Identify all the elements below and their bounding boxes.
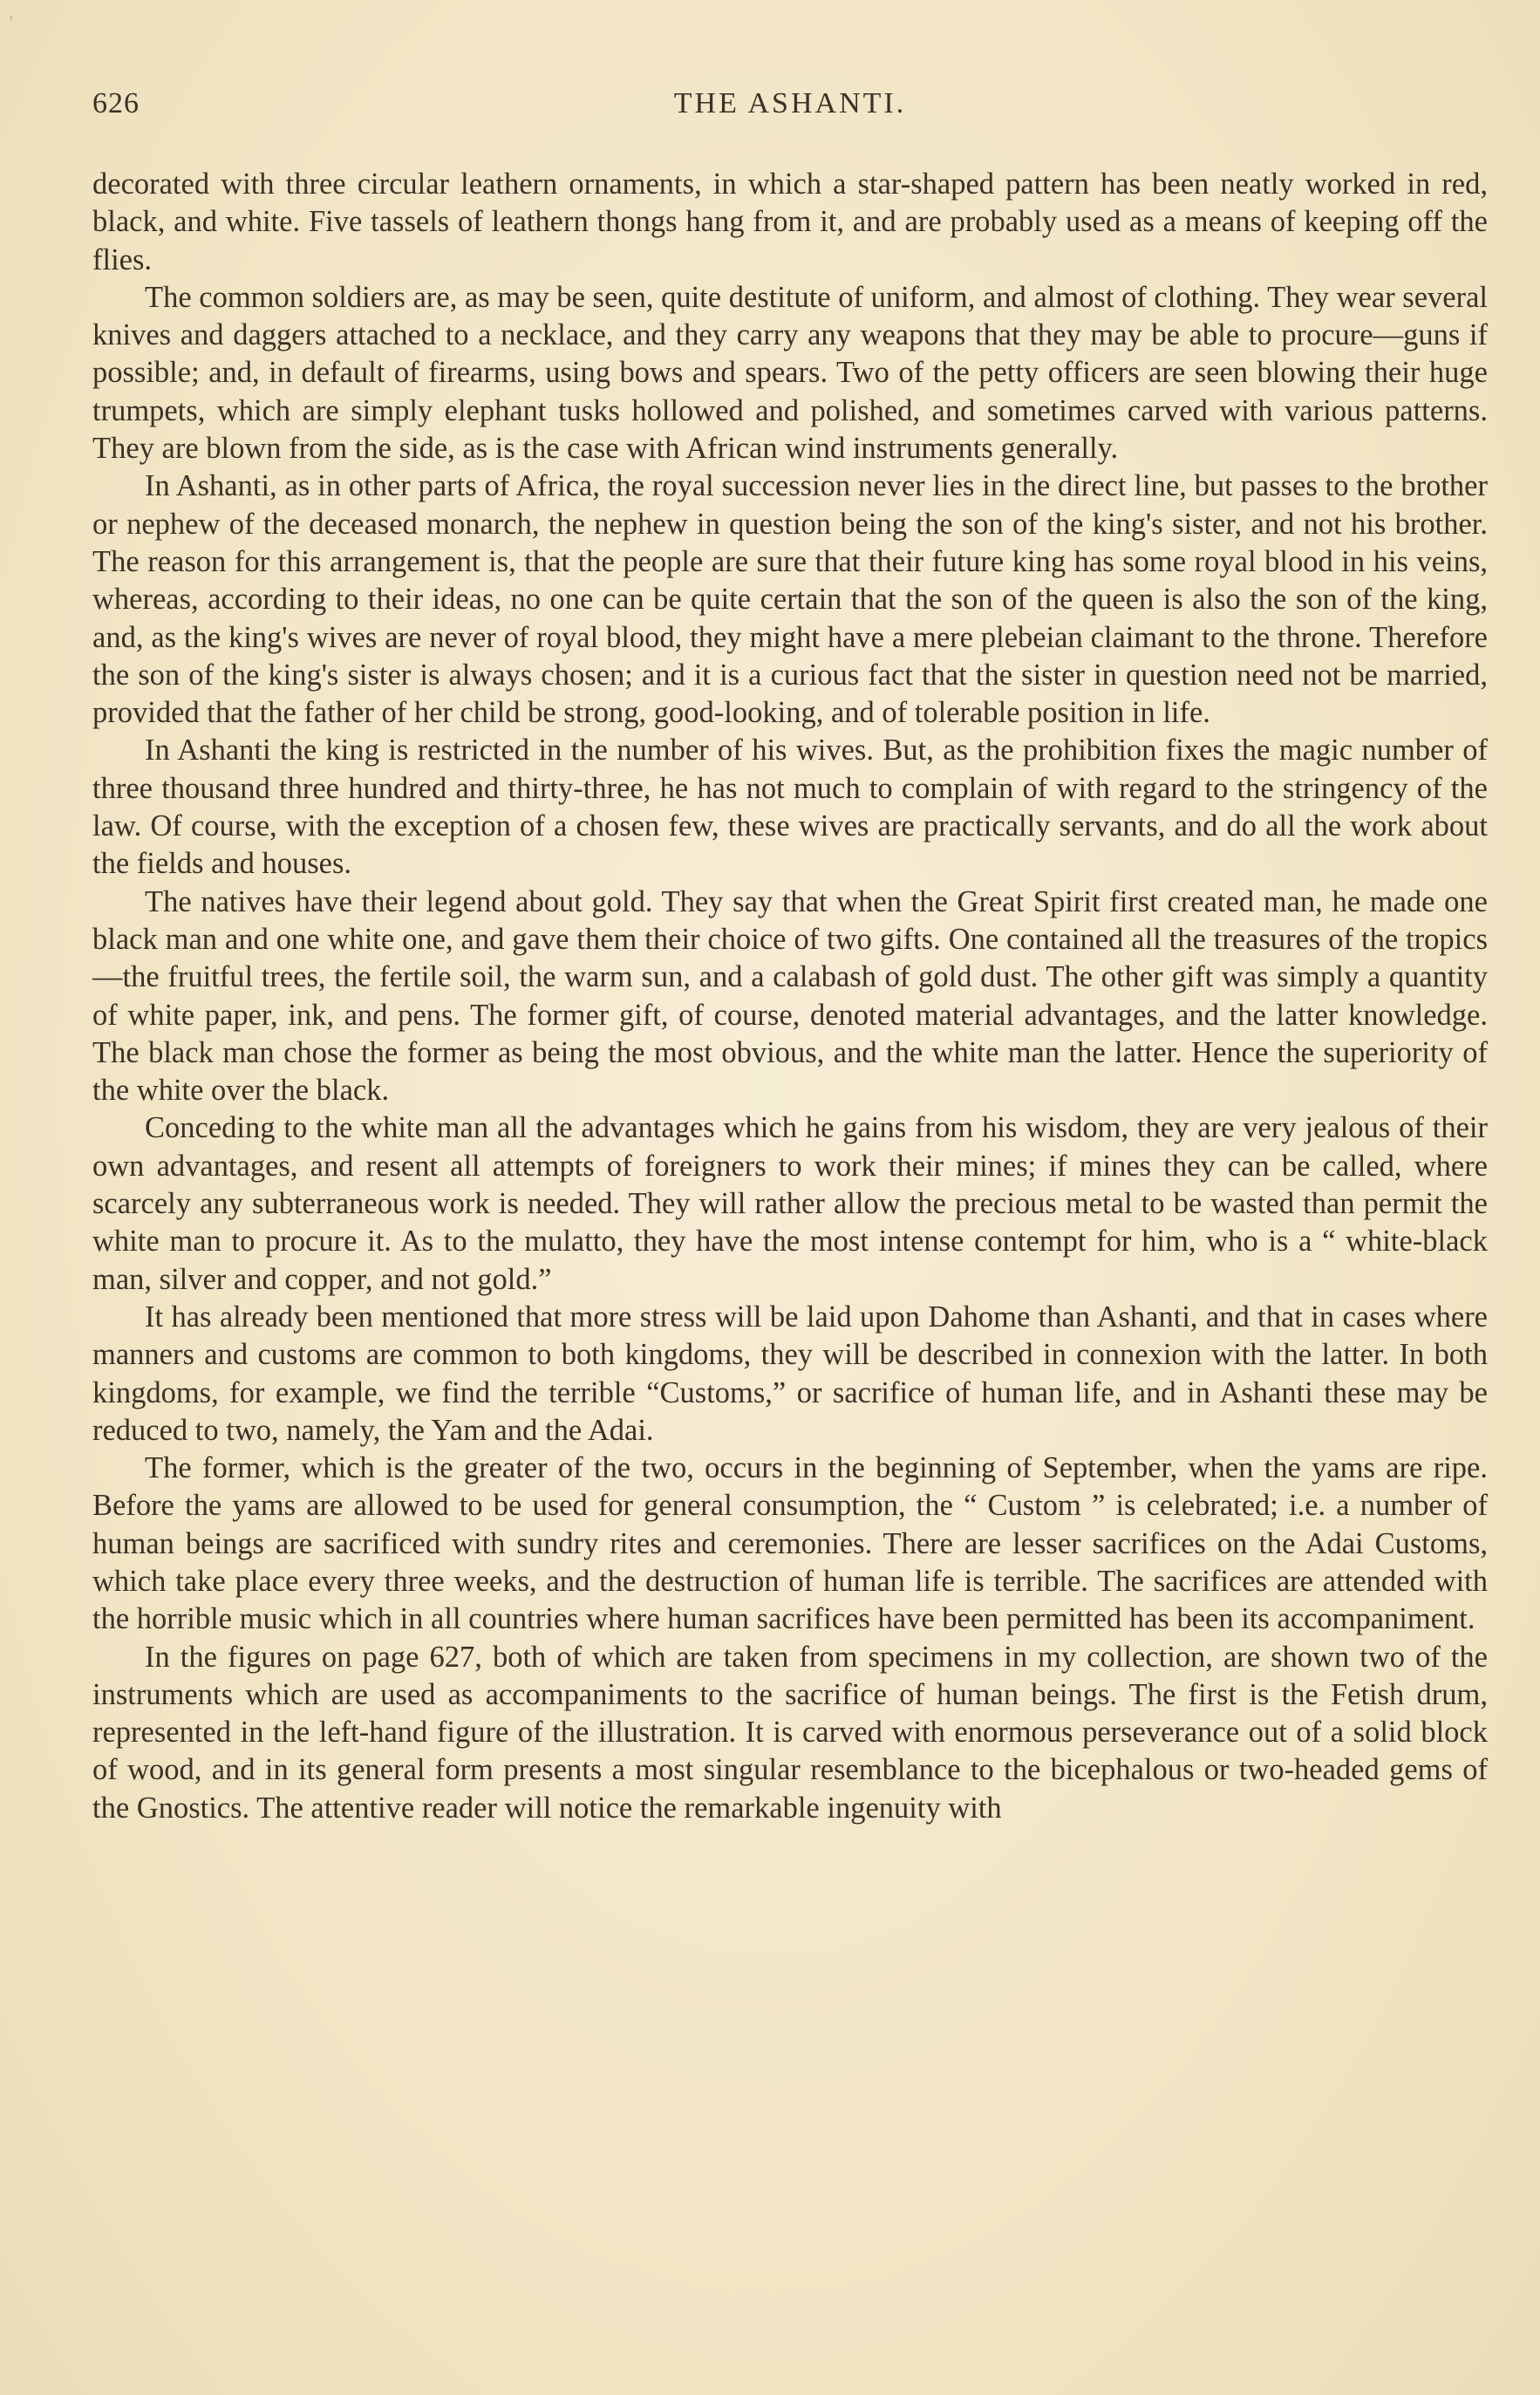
paragraph-wives: In Ashanti the king is restricted in the number of his wives. But, as the prohibition fixes the magic number of three thousand three hundred and thirty-three, he has not much to complain of with regard to the stringency of the law. Of course, with the exception of a chosen few, these wives are practically servants, and do all the work about the fields and houses. bbox=[92, 734, 1488, 881]
margin-speck-top: ˈ bbox=[7, 12, 16, 39]
page-number: 626 bbox=[92, 87, 140, 119]
paragraph-customs: It has already been mentioned that more stress will be laid upon Dahome than Ashanti, and that in cases where manners and customs are common to both kingdoms, they will be described in connexion with the latter. In both kingdoms, for example, we find the terrible “Customs,” or sacrifice of human life, and in Ashanti these may be reduced to two, namely, the Yam and the Adai. bbox=[92, 1300, 1488, 1447]
paragraph-yam-custom: The former, which is the greater of the two, occurs in the beginning of September, when the yams are ripe. Before the yams are allowed to be used for general consumption, the “ Custom ” is celebrated; i.e. a number of human beings are sacrificed with sundry rites and ceremonies. There are lesser sacrifices on the Adai Customs, which take place every three weeks, and the destruction of human life is terrible. The sacrifices are attended with the horrible music which in all countries where human sacrifices have been permitted has been its accompaniment. bbox=[92, 1451, 1488, 1636]
running-title: THE ASHANTI. bbox=[673, 87, 907, 119]
paragraph-gold-legend: The natives have their legend about gold. They say that when the Great Spirit first created man, he made one black man and one white one, and gave them their choice of two gifts. One contained all the treasures of the tropics—the fruitful trees, the fertile soil, the warm sun, and a calabash of gold dust. The other gift was simply a quantity of white paper, ink, and pens. The former gift, of course, denoted material advantages, and the latter knowledge. The black man chose the former as being the most obvious, and the white man the latter. Hence the superiority of the white over the black. bbox=[92, 884, 1488, 1108]
paragraph-soldiers: The common soldiers are, as may be seen, quite destitute of uniform, and almost of clothing. They wear several knives and daggers attached to a necklace, and they carry any weapons that they may be able to procure—guns if possible; and, in default of firearms, using bows and spears. Two of the petty officers are seen blowing their huge trumpets, which are simply elephant tusks hollowed and polished, and sometimes carved with various patterns. They are blown from the side, as is the case with African wind instruments generally. bbox=[92, 280, 1488, 466]
paragraph-fetish-drum: In the figures on page 627, both of which are taken from specimens in my collection, are shown two of the instruments which are used as accompaniments to the sacrifice of human beings. The first is the Fetish drum, represented in the left-hand figure of the illustration. It is carved with enormous perseverance out of a solid block of wood, and in its general form presents a most singular resemblance to the bicephalous or two-headed gems of the Gnostics. The attentive reader will notice the remarkable ingenuity with bbox=[92, 1640, 1488, 1825]
book-page bbox=[92, 87, 1488, 1827]
running-head bbox=[92, 87, 1488, 140]
paragraph-mines: Conceding to the white man all the advantages which he gains from his wisdom, they are very jealous of their own advantages, and resent all attempts of foreigners to work their mines; if mines they can be called, where scarcely any subterraneous work is needed. They will rather allow the precious metal to be wasted than permit the white man to procure it. As to the mulatto, they have the most intense contempt for him, who is a “ white-black man, silver and copper, and not gold.” bbox=[92, 1111, 1488, 1296]
paragraph-succession: In Ashanti, as in other parts of Africa, the royal succession never lies in the direct line, but passes to the brother or nephew of the deceased monarch, the nephew in question being the son of the king's sister, and not his brother. The reason for this arrangement is, that the people are sure that their future king has some royal blood in his veins, whereas, according to their ideas, no one can be quite certain that the son of the queen is also the son of the king, and, as the king's wives are never of royal blood, they might have a mere plebeian claimant to the throne. Therefore the son of the king's sister is always chosen; and it is a curious fact that the sister in question need not be married, provided that the father of her child be strong, good-looking, and of tolerable position in life. bbox=[92, 469, 1488, 730]
body-text bbox=[92, 166, 1488, 1827]
paragraph-continued: decorated with three circular leathern ornaments, in which a star-shaped pattern has been neatly worked in red, black, and white. Five tassels of leathern thongs hang from it, and are probably used as a means of keeping off the flies. bbox=[92, 167, 1488, 276]
